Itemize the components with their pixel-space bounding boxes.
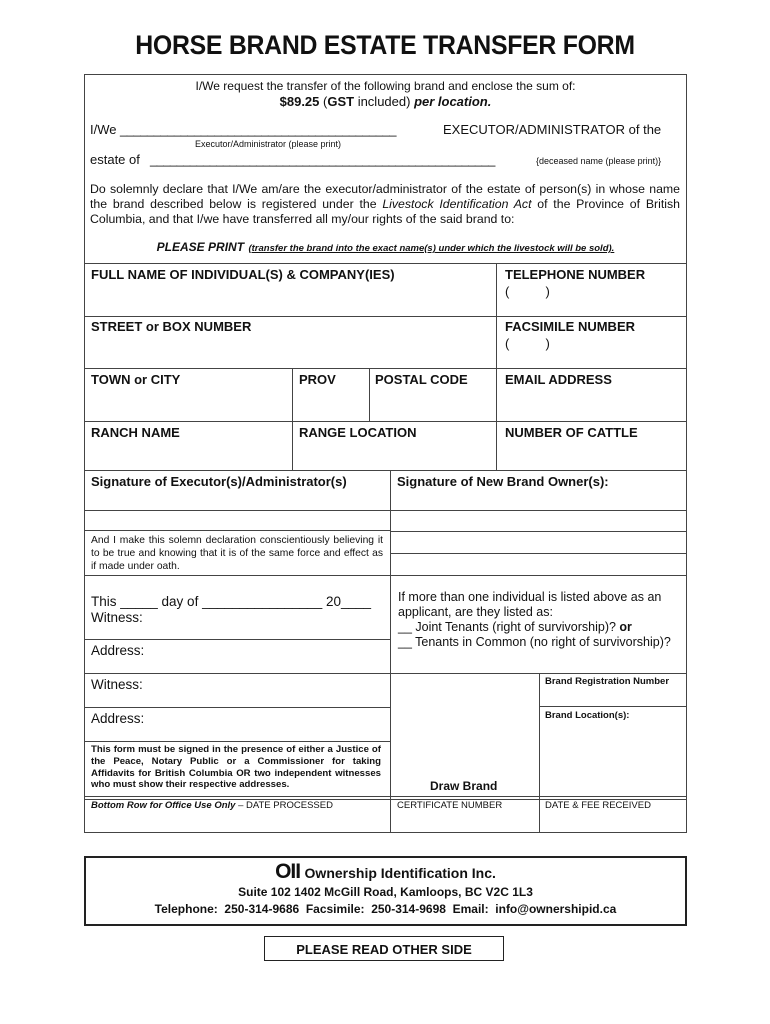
- declaration-part2: of the Province of British Columbia, and that I/we have transferred all my/our rights of the said brand to:: [90, 197, 680, 226]
- office-use-label: Bottom Row for Office Use Only: [91, 800, 236, 811]
- ranch-label: RANCH NAME: [91, 425, 180, 440]
- email-label: EMAIL ADDRESS: [505, 372, 612, 387]
- estate-of-label: estate of: [90, 152, 140, 167]
- executor-hint: Executor/Administrator (please print): [195, 139, 342, 149]
- executor-name-field[interactable]: _________________________________________: [120, 122, 396, 137]
- declaration-text: [90, 182, 680, 227]
- address1-label: Address:: [91, 643, 145, 658]
- new-owner-signature-label: Signature of New Brand Owner(s):: [397, 474, 609, 489]
- witness2-label: Witness:: [91, 677, 143, 692]
- date-line[interactable]: This _____ day of ________________ 20____: [91, 594, 371, 609]
- signing-notice: This form must be signed in the presence of either a Justice of the Peace, Notary Public or a Commissioner for taking Affidavits for British Columbia OR two independent witnesses who must show their respective addresses.: [91, 744, 381, 791]
- full-name-input[interactable]: [86, 285, 494, 314]
- company-address: Suite 102 1402 McGill Road, Kamloops, BC V2C 1L3: [238, 885, 533, 899]
- company-contact: Telephone: 250-314-9686 Facsimile: 250-314-9698 Email: info@ownershipid.ca: [154, 902, 617, 916]
- please-print-label: PLEASE PRINT: [156, 240, 245, 254]
- range-label: RANGE LOCATION: [299, 425, 417, 440]
- office-use-row: [91, 800, 333, 811]
- solemn-declaration: And I make this solemn declaration conscientiously believing it to be true and knowing that it is of the same force and effect as if made under oath.: [91, 535, 383, 572]
- address2-label: Address:: [91, 711, 145, 726]
- new-owner-signature-field[interactable]: [392, 512, 685, 530]
- street-input[interactable]: [86, 337, 494, 366]
- cattle-label: NUMBER OF CATTLE: [505, 425, 638, 440]
- act-name: Livestock Identification Act: [382, 197, 532, 211]
- intro-line: I/We request the transfer of the following brand and enclose the sum of:: [195, 79, 576, 93]
- fee-line: [84, 94, 687, 109]
- gst-open: (: [319, 94, 328, 109]
- brand-registration-label: Brand Registration Number: [545, 676, 670, 687]
- iwe-label: I/We: [90, 122, 117, 137]
- date-processed-label: – DATE PROCESSED: [235, 800, 333, 811]
- facsimile-label: FACSIMILE NUMBER: [505, 319, 635, 334]
- facsimile-input[interactable]: ( ): [505, 336, 550, 351]
- gst-close: included): [354, 94, 415, 109]
- please-print-note: (transfer the brand into the exact name(s) under which the livestock will be sold).: [248, 243, 615, 254]
- company-logo: OII: [275, 860, 301, 883]
- date-fee-label: DATE & FEE RECEIVED: [545, 800, 651, 811]
- executor-signature-label: Signature of Executor(s)/Administrator(s): [91, 474, 347, 489]
- postal-label: POSTAL CODE: [375, 372, 468, 387]
- joint-tenants-option[interactable]: [398, 620, 683, 635]
- estate-name-field[interactable]: ____________________________________________________: [150, 152, 495, 167]
- telephone-label: TELEPHONE NUMBER: [505, 267, 646, 282]
- executor-signature-field[interactable]: [86, 492, 388, 509]
- fee-amount: $89.25: [279, 94, 320, 109]
- certificate-number-label: CERTIFICATE NUMBER: [397, 800, 503, 811]
- street-label: STREET or BOX NUMBER: [91, 319, 252, 334]
- town-label: TOWN or CITY: [91, 372, 181, 387]
- deceased-hint: {deceased name (please print)}: [536, 156, 662, 166]
- draw-brand-label: Draw Brand: [430, 779, 498, 793]
- tenancy-block: [398, 590, 683, 650]
- please-print: [84, 238, 687, 256]
- gst-label: GST: [327, 94, 355, 109]
- joint-tenants-text: __ Joint Tenants (right of survivorship)?: [398, 620, 616, 634]
- brand-locations-label: Brand Location(s):: [545, 710, 630, 721]
- declaration-part1: Do solemnly declare that I/We am/are the executor/administrator of the estate of person(s) in whose name the brand described below is registered under the: [90, 182, 680, 211]
- or-label: or: [619, 620, 632, 634]
- company-header: [84, 860, 687, 884]
- full-name-label: FULL NAME OF INDIVIDUAL(S) & COMPANY(IES): [91, 267, 395, 282]
- witness1-label: Witness:: [91, 610, 143, 625]
- telephone-input[interactable]: ( ): [505, 284, 550, 299]
- executor-role: EXECUTOR/ADMINISTRATOR of the: [443, 122, 662, 137]
- form-title: HORSE BRAND ESTATE TRANSFER FORM: [135, 30, 635, 60]
- prov-label: PROV: [299, 372, 336, 387]
- tenants-in-common-option[interactable]: __ Tenants in Common (no right of survivorship)?: [398, 635, 671, 649]
- company-name: Ownership Identification Inc.: [304, 865, 496, 881]
- tenancy-intro: If more than one individual is listed above as an applicant, are they listed as:: [398, 590, 662, 619]
- read-other-side: PLEASE READ OTHER SIDE: [296, 942, 472, 957]
- per-location: per location.: [414, 94, 492, 109]
- draw-brand-area[interactable]: [392, 676, 537, 794]
